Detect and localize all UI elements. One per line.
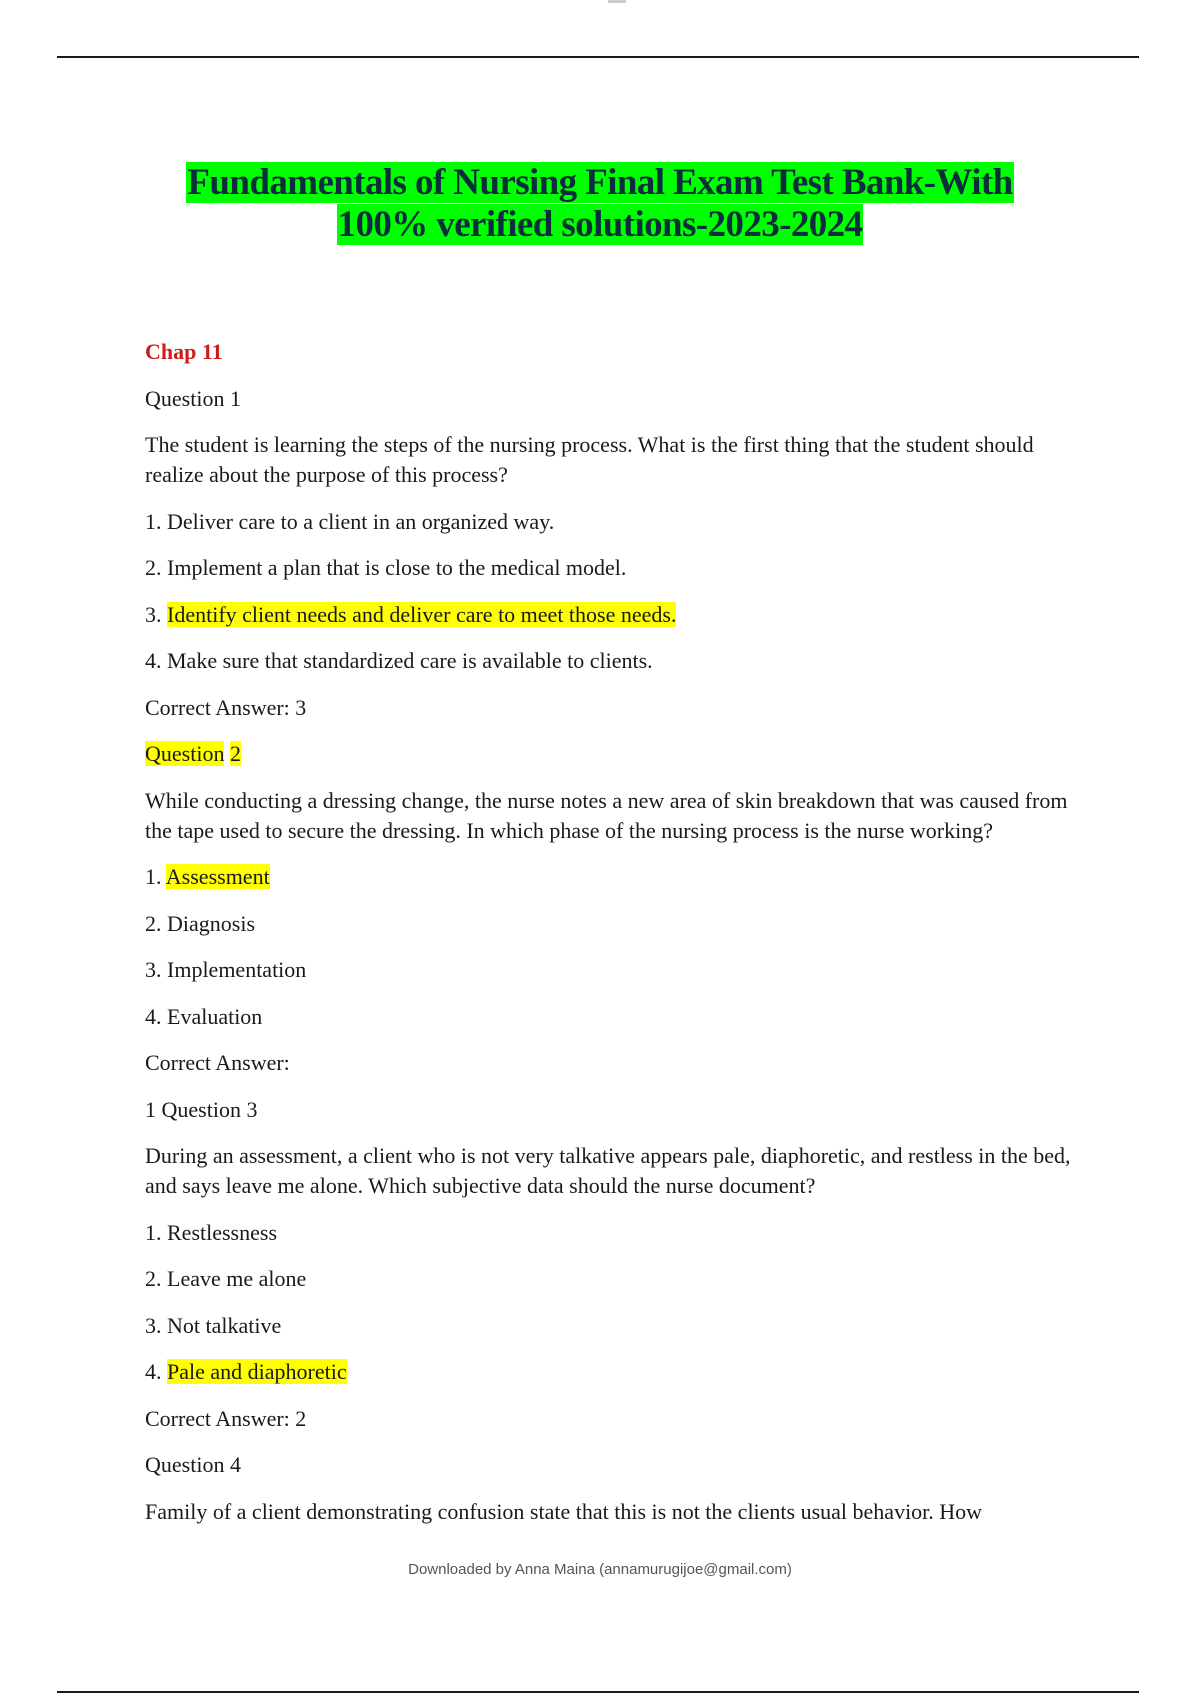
question-text: The student is learning the steps of the nursing process. What is the first thing that the student should realize about the purpose of this process?	[145, 432, 1034, 487]
option: 4. Make sure that standardized care is available to clients.	[145, 648, 653, 673]
chapter-heading: Chap 11	[145, 339, 223, 364]
question-label: 1 Question 3	[145, 1096, 258, 1122]
footer-rule	[57, 1691, 1139, 1693]
correct-answer: Correct Answer:	[145, 1050, 290, 1075]
option: 2. Implement a plan that is close to the medical model.	[145, 555, 627, 580]
document-body	[145, 337, 1085, 1543]
document-title	[0, 162, 1200, 246]
question-text: During an assessment, a client who is not very talkative appears pale, diaphoretic, and restless in the bed, and says leave me alone. Which subjective data should the nurse document?	[145, 1143, 1071, 1198]
question-label: Question 1	[145, 385, 241, 411]
download-footer: Downloaded by Anna Maina (annamurugijoe@gmail.com)	[408, 1561, 792, 1578]
title-line-2: 100% verified solutions-2023-2024	[337, 204, 863, 245]
correct-answer: Correct Answer: 2	[145, 1405, 307, 1431]
option: 3. Not talkative	[145, 1312, 282, 1338]
option: 1. Deliver care to a client in an organized way.	[145, 508, 555, 534]
question-text: Family of a client demonstrating confusion state that this is not the clients usual behavior. How	[145, 1498, 983, 1524]
header-rule	[57, 56, 1139, 58]
option: 2. Diagnosis	[145, 910, 255, 936]
option-highlighted: 3. Identify client needs and deliver care to meet those needs.	[145, 601, 677, 627]
option-highlighted: 4. Pale and diaphoretic	[145, 1359, 347, 1384]
question-text: While conducting a dressing change, the nurse notes a new area of skin breakdown that was caused from the tape used to secure the dressing. In which phase of the nursing process is the nurse working?	[145, 787, 1068, 843]
correct-answer: Correct Answer: 3	[145, 694, 307, 720]
page-top-marker	[608, 0, 626, 3]
option: 1. Restlessness	[145, 1219, 277, 1245]
option: 3. Implementation	[145, 957, 307, 982]
question-label: Question 2	[145, 741, 241, 766]
option-highlighted: 1. Assessment	[145, 864, 270, 889]
option: 4. Evaluation	[145, 1003, 263, 1029]
option: 2. Leave me alone	[145, 1266, 307, 1291]
title-line-1: Fundamentals of Nursing Final Exam Test Bank-With	[187, 162, 1013, 203]
question-label: Question 4	[145, 1452, 241, 1477]
